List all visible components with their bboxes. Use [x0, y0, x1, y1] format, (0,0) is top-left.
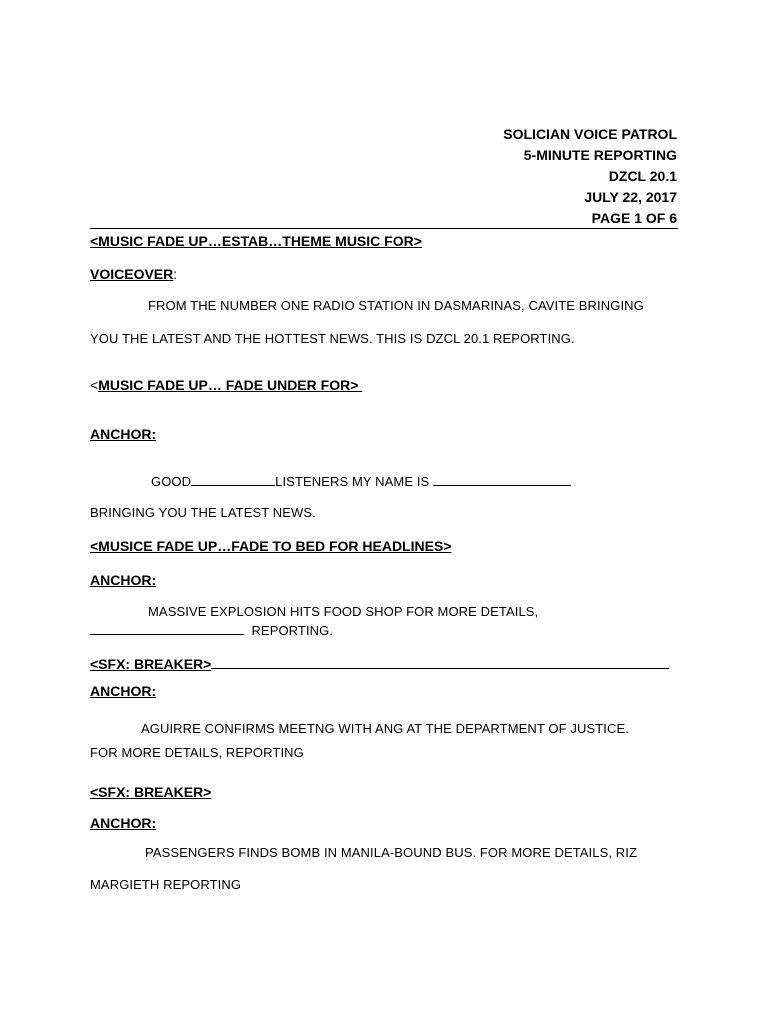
music-cue-headlines: <MUSICE FADE UP…FADE TO BED FOR HEADLINES> [90, 538, 452, 554]
voiceover-label-text: VOICEOVER [90, 266, 174, 282]
anchor-label-4 [90, 815, 156, 831]
headline-2-line-1: AGUIRRE CONFIRMS MEETNG WITH ANG AT THE DEPARTMENT OF JUSTICE. [141, 721, 629, 736]
sfx-breaker-1-text: <SFX: BREAKER> [90, 656, 212, 672]
music-cue-fade-under-bracket: < [90, 377, 99, 393]
headline-1-line-2 [90, 623, 333, 638]
listeners-text: LISTENERS MY NAME IS [275, 474, 434, 489]
music-cue-fade-under-text: MUSIC FADE UP… FADE UNDER FOR> [98, 377, 363, 393]
anchor-label-1 [90, 426, 156, 442]
music-cue-theme: <MUSIC FADE UP…ESTAB…THEME MUSIC FOR> [90, 233, 422, 249]
headline-3-line-1: PASSENGERS FINDS BOMB IN MANILA-BOUND BUS. FOR MORE DETAILS, RIZ [145, 845, 638, 860]
headline-1-reporting: REPORTING. [251, 623, 334, 638]
greeting-blank [191, 474, 275, 486]
header-program-title: SOLICIAN VOICE PATROL [503, 126, 677, 142]
anchor-label-3 [90, 683, 156, 699]
sfx-breaker-2: <SFX: BREAKER> [90, 784, 212, 800]
headline-2-line-2: FOR MORE DETAILS, REPORTING [90, 745, 304, 760]
sfx-breaker-1-rule [211, 657, 669, 669]
greeting-word: GOOD [151, 474, 192, 489]
header-segment: 5-MINUTE REPORTING [523, 147, 677, 163]
anchor-label-2-text: ANCHOR: [90, 572, 157, 588]
headline-1-line-1: MASSIVE EXPLOSION HITS FOOD SHOP FOR MORE DETAILS, [148, 604, 539, 619]
anchor-label-3-text: ANCHOR: [90, 683, 157, 699]
anchor-label-1-text: ANCHOR: [90, 426, 157, 442]
anchor-greeting-line [151, 474, 571, 489]
anchor-greeting-line-2: BRINGING YOU THE LATEST NEWS. [90, 505, 316, 520]
anchor-label-4-text: ANCHOR: [90, 815, 157, 831]
voiceover-line-1: FROM THE NUMBER ONE RADIO STATION IN DASMARINAS, CAVITE BRINGING [148, 298, 644, 313]
headline-3-line-2: MARGIETH REPORTING [90, 877, 242, 892]
header-page-number: PAGE 1 OF 6 [591, 210, 677, 226]
sfx-breaker-1 [90, 656, 669, 672]
voiceover-label [90, 266, 177, 282]
anchor-label-2 [90, 572, 156, 588]
voiceover-line-2: YOU THE LATEST AND THE HOTTEST NEWS. THIS IS DZCL 20.1 REPORTING. [90, 331, 575, 346]
voiceover-colon: : [173, 266, 178, 282]
reporter-blank [90, 623, 244, 635]
header-station: DZCL 20.1 [608, 168, 677, 184]
music-cue-fade-under [90, 377, 362, 393]
name-blank [433, 474, 571, 486]
header-date: JULY 22, 2017 [584, 189, 677, 205]
header-divider [90, 228, 678, 229]
